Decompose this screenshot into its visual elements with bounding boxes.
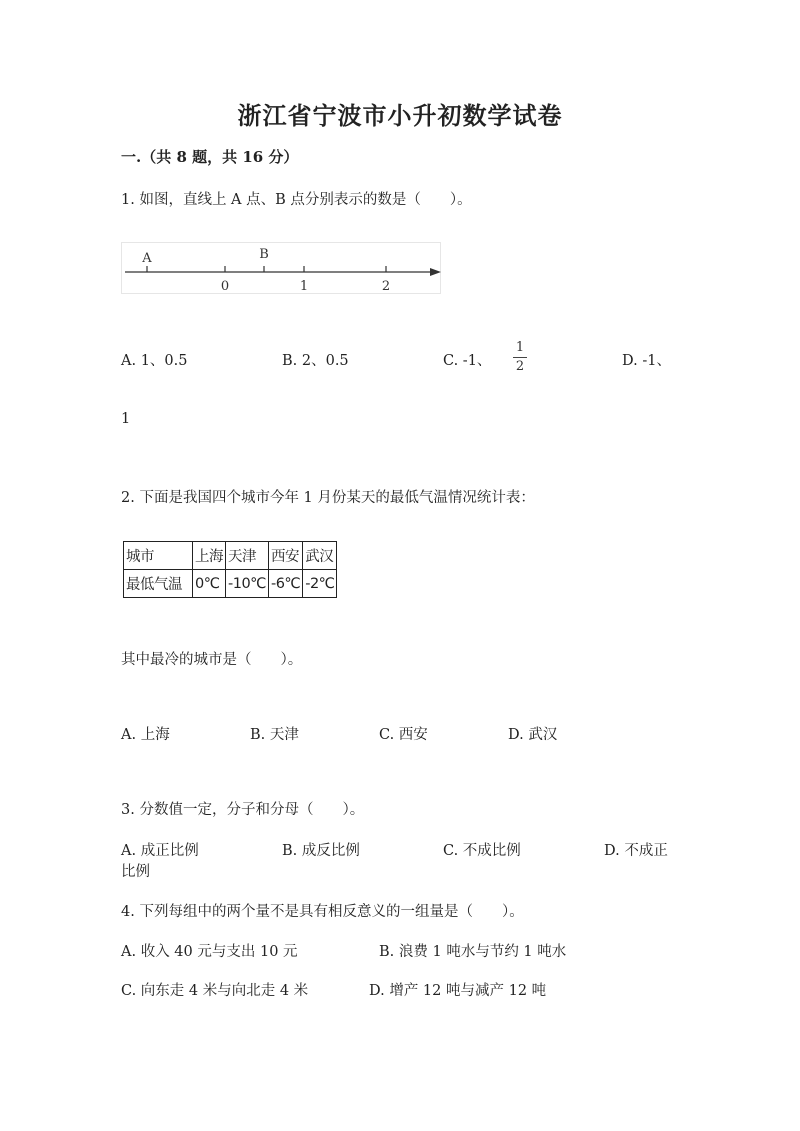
page-title: 浙江省宁波市小升初数学试卷: [237, 101, 563, 130]
table-row: [124, 570, 337, 598]
table-cell: 0℃: [193, 570, 226, 598]
tick-label-2: 2: [381, 279, 391, 294]
tick-label-1: 1: [299, 279, 309, 294]
q4-option-c: C. 向东走 4 米与向北走 4 米: [121, 983, 309, 999]
q1-option-a: A. 1、0.5: [121, 353, 188, 369]
table-cell: -10℃: [226, 570, 269, 598]
fraction-bar: [513, 357, 527, 358]
table-cell: 西安: [268, 542, 302, 570]
q3-option-c: C. 不成比例: [443, 843, 521, 859]
q2-option-a: A. 上海: [121, 727, 170, 743]
table-cell: -2℃: [303, 570, 337, 598]
table-cell: 武汉: [303, 542, 337, 570]
q1-option-b: B. 2、0.5: [282, 353, 349, 369]
table-header-row: [124, 542, 337, 570]
point-b-label: B: [259, 247, 269, 262]
question-1-stem: 1. 如图，直线上 A 点、B 点分别表示的数是（ ）。: [121, 192, 472, 208]
table-cell: 天津: [226, 542, 269, 570]
q3-option-b: B. 成反比例: [282, 843, 360, 859]
number-line-figure: [121, 242, 441, 294]
q4-option-b: B. 浪费 1 吨水与节约 1 吨水: [379, 944, 567, 960]
fraction-numerator: 1: [515, 340, 525, 355]
temperature-table: [123, 541, 337, 598]
question-3-stem: 3. 分数值一定，分子和分母（ ）。: [121, 802, 365, 818]
section-heading: 一.（共 8 题，共 16 分）: [121, 148, 299, 166]
question-4-stem: 4. 下列每组中的两个量不是具有相反意义的一组量是（ ）。: [121, 904, 524, 920]
q1-option-c-fraction: [513, 341, 527, 374]
q2-option-c: C. 西安: [379, 727, 428, 743]
q3-option-a: A. 成正比例: [121, 843, 199, 859]
q2-option-d: D. 武汉: [508, 727, 558, 743]
table-cell: 城市: [124, 542, 193, 570]
q3-option-d-wrap: 比例: [121, 864, 150, 880]
tick-label-0: 0: [220, 279, 230, 294]
q3-option-d: D. 不成正: [604, 843, 668, 859]
q4-option-a: A. 收入 40 元与支出 10 元: [121, 944, 298, 960]
q1-option-c: C. -1、: [443, 353, 492, 369]
q1-option-d-wrap: 1: [121, 411, 131, 427]
question-2-subquestion: 其中最冷的城市是（ ）。: [121, 652, 303, 668]
q1-option-d: D. -1、: [622, 353, 671, 369]
table-cell: -6℃: [268, 570, 302, 598]
fraction-denominator: 2: [515, 359, 525, 374]
table-cell: 上海: [193, 542, 226, 570]
table-cell: 最低气温: [124, 570, 193, 598]
q4-option-d: D. 增产 12 吨与减产 12 吨: [369, 983, 547, 999]
point-a-label: A: [142, 251, 152, 266]
q2-option-b: B. 天津: [250, 727, 299, 743]
question-2-stem: 2. 下面是我国四个城市今年 1 月份某天的最低气温情况统计表：: [121, 490, 535, 506]
arrow-head-icon: [430, 268, 441, 276]
